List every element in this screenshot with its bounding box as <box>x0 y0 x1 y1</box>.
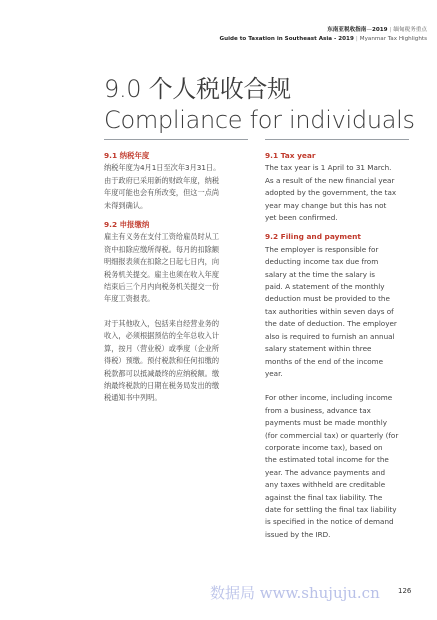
section-heading-filing-cn: 9.2 申报缴纳 <box>104 220 150 230</box>
header-separator: | <box>355 36 358 42</box>
text-line: salary statement within three <box>265 344 372 354</box>
text-line: 雇主有义务在支付工资给雇员时从工 <box>104 232 220 242</box>
text-line: For other income, including income <box>265 393 393 403</box>
text-line: the date of deduction. The employer <box>265 319 397 329</box>
section-heading-tax-year-en: 9.1 Tax year <box>265 151 316 160</box>
section-heading-tax-year-cn: 9.1 纳税年度 <box>104 151 150 160</box>
text-line: issued by the IRD. <box>265 529 331 539</box>
text-line: year. <box>265 368 283 378</box>
text-line: salary at the time the salary is <box>265 269 376 279</box>
text-line: the estimated total income for the <box>265 455 389 465</box>
text-line: any taxes withheld are creditable <box>265 480 386 490</box>
text-line: 算，按月（营业税）或季度（企业所 <box>104 343 220 353</box>
text-line: As a result of the new financial year <box>265 175 395 185</box>
text-line: adopted by the government, the tax <box>265 188 397 198</box>
text-line: 税通知书中列明。 <box>104 393 162 403</box>
column-english <box>265 150 411 541</box>
text-line: against the final tax liability. The <box>265 492 383 502</box>
text-line: months of the end of the income <box>265 356 384 366</box>
page-title <box>104 74 415 136</box>
column-chinese <box>104 150 246 405</box>
text-line: 税务机关提交。雇主也须在收入年度 <box>104 269 220 279</box>
header-cn-section: 缅甸税务重点 <box>393 27 427 33</box>
text-line: 收入，必须根据预估的全年总收入计 <box>104 331 220 341</box>
text-line: from a business, advance tax <box>265 405 371 415</box>
text-line: (for commercial tax) or quarterly (for <box>265 430 399 440</box>
text-line: 资中扣除应缴所得税。每月的扣除额 <box>104 244 220 254</box>
text-line: year. The advance payments and <box>265 467 386 477</box>
page-number: 126 <box>398 587 412 595</box>
text-line: 税款都可以抵减最终的应纳税额。缴 <box>104 368 220 378</box>
page-title-en: Compliance for individuals <box>104 106 415 134</box>
text-line: 年度可能也会有所改变，但这一点尚 <box>104 188 220 198</box>
text-line: tax authorities within seven days of <box>265 306 394 316</box>
text-line: paid. A statement of the monthly <box>265 282 385 292</box>
text-line: payments must be made monthly <box>265 418 387 428</box>
header-cn-title: 东南亚税收指南 <box>327 27 367 33</box>
page-title-cn: 9.0 个人税收合规 <box>104 75 291 103</box>
text-line: The tax year is 1 April to 31 March. <box>265 163 392 173</box>
section-heading-filing-en: 9.2 Filing and payment <box>265 232 361 242</box>
header-dash: — <box>366 27 372 33</box>
text-line: 由于政府已采用新的财政年度，纳税 <box>104 175 220 185</box>
text-line: is specified in the notice of demand <box>265 517 394 527</box>
header-separator: | <box>389 27 392 33</box>
text-line: corporate income tax), based on <box>265 442 383 452</box>
text-line: 明细报表须在扣除之日起七日内，向 <box>104 257 220 267</box>
text-line: 得税）预缴。预付税款和任何扣缴的 <box>104 356 220 366</box>
divider-right <box>265 139 409 140</box>
running-header-cn <box>327 27 427 34</box>
header-cn-year: 2019 <box>371 27 388 33</box>
text-line: 对于其他收入，包括来自经营业务的 <box>104 318 220 328</box>
text-line: also is required to furnish an annual <box>265 331 395 341</box>
running-header-en <box>220 36 427 43</box>
text-line: The employer is responsible for <box>265 244 379 254</box>
text-line: yet been confirmed. <box>265 213 338 223</box>
header-en-title: Guide to Taxation in Southeast Asia - 2019 <box>219 36 354 42</box>
header-en-section: Myanmar Tax Highlights <box>359 36 427 42</box>
divider-left <box>104 139 248 140</box>
text-line: date for settling the final tax liability <box>265 504 397 514</box>
text-line: 纳最终税款的日期在税务局发出的缴 <box>104 380 220 390</box>
text-line: deducting income tax due from <box>265 257 379 267</box>
text-line: 结束后三个月内向税务机关提交一份 <box>104 282 220 292</box>
text-line: 纳税年度为4月1日至次年3月31日。 <box>104 163 221 173</box>
text-line: 年度工资报表。 <box>104 294 155 304</box>
text-line: 未得到确认。 <box>104 200 148 210</box>
text-line: deduction must be provided to the <box>265 294 390 304</box>
watermark: 数据局 www.shujuju.cn <box>210 584 380 602</box>
text-line: year may change but this has not <box>265 200 387 210</box>
